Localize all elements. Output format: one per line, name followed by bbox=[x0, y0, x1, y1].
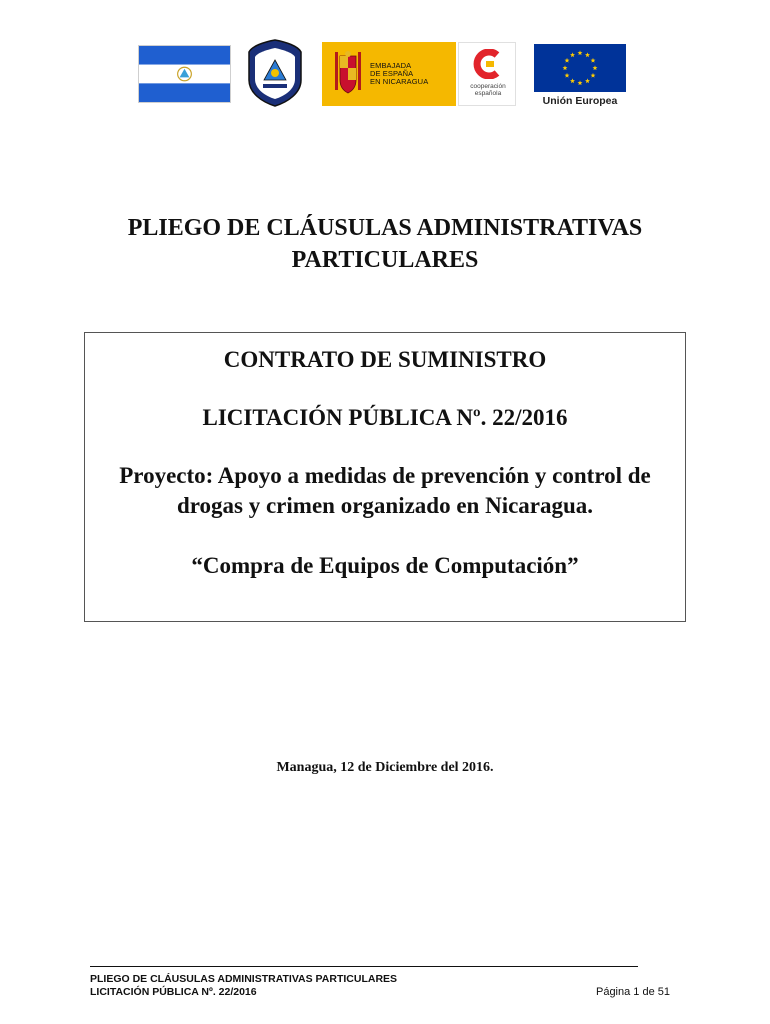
licitation-number: LICITACIÓN PÚBLICA Nº. 22/2016 bbox=[202, 405, 568, 430]
embassy-text: EMBAJADA DE ESPAÑA EN NICARAGUA bbox=[370, 61, 429, 86]
eu-flag-icon bbox=[534, 44, 626, 92]
eu-star-icon bbox=[565, 73, 570, 78]
project-description: Proyecto: Apoyo a medidas de prevención y control de drogas y crimen organizado en Nicaragua. bbox=[119, 463, 651, 518]
eu-logo bbox=[534, 44, 626, 110]
footer-rule bbox=[90, 966, 638, 967]
coop-text: cooperación española bbox=[470, 83, 506, 97]
cooperacion-c-icon bbox=[473, 49, 501, 79]
eu-star-icon bbox=[591, 58, 596, 63]
header-logos bbox=[136, 38, 630, 110]
purchase-title: “Compra de Equipos de Computación” bbox=[191, 553, 579, 578]
eu-star-icon bbox=[578, 80, 583, 85]
eu-star-icon bbox=[585, 78, 590, 83]
eu-star-icon bbox=[563, 65, 568, 70]
footer-title: PLIEGO DE CLÁUSULAS ADMINISTRATIVAS PARTICULARES bbox=[90, 973, 398, 985]
cooperacion-espanola-logo bbox=[458, 42, 516, 106]
spain-coat-of-arms-icon bbox=[334, 50, 362, 96]
eu-star-icon bbox=[593, 65, 598, 70]
eu-star-icon bbox=[570, 52, 575, 57]
eu-star-icon bbox=[578, 50, 583, 55]
footer-licitation: LICITACIÓN PÚBLICA Nº. 22/2016 bbox=[90, 986, 257, 998]
nicaragua-flag-icon bbox=[138, 45, 231, 103]
document-title: PLIEGO DE CLÁUSULAS ADMINISTRATIVAS PARTICULARES bbox=[127, 215, 643, 273]
contract-type: CONTRATO DE SUMINISTRO bbox=[223, 347, 547, 372]
spain-embassy-logo bbox=[322, 42, 456, 106]
page-footer bbox=[90, 966, 670, 999]
eu-star-icon bbox=[565, 58, 570, 63]
police-seal-icon bbox=[246, 38, 304, 108]
eu-text: Unión Europea bbox=[542, 95, 618, 107]
eu-star-icon bbox=[585, 52, 590, 57]
contract-info-box bbox=[84, 332, 686, 622]
document-date: Managua, 12 de Diciembre del 2016. bbox=[276, 760, 494, 775]
eu-star-icon bbox=[570, 78, 575, 83]
eu-star-icon bbox=[591, 73, 596, 78]
page-number: Página 1 de 51 bbox=[595, 986, 670, 998]
